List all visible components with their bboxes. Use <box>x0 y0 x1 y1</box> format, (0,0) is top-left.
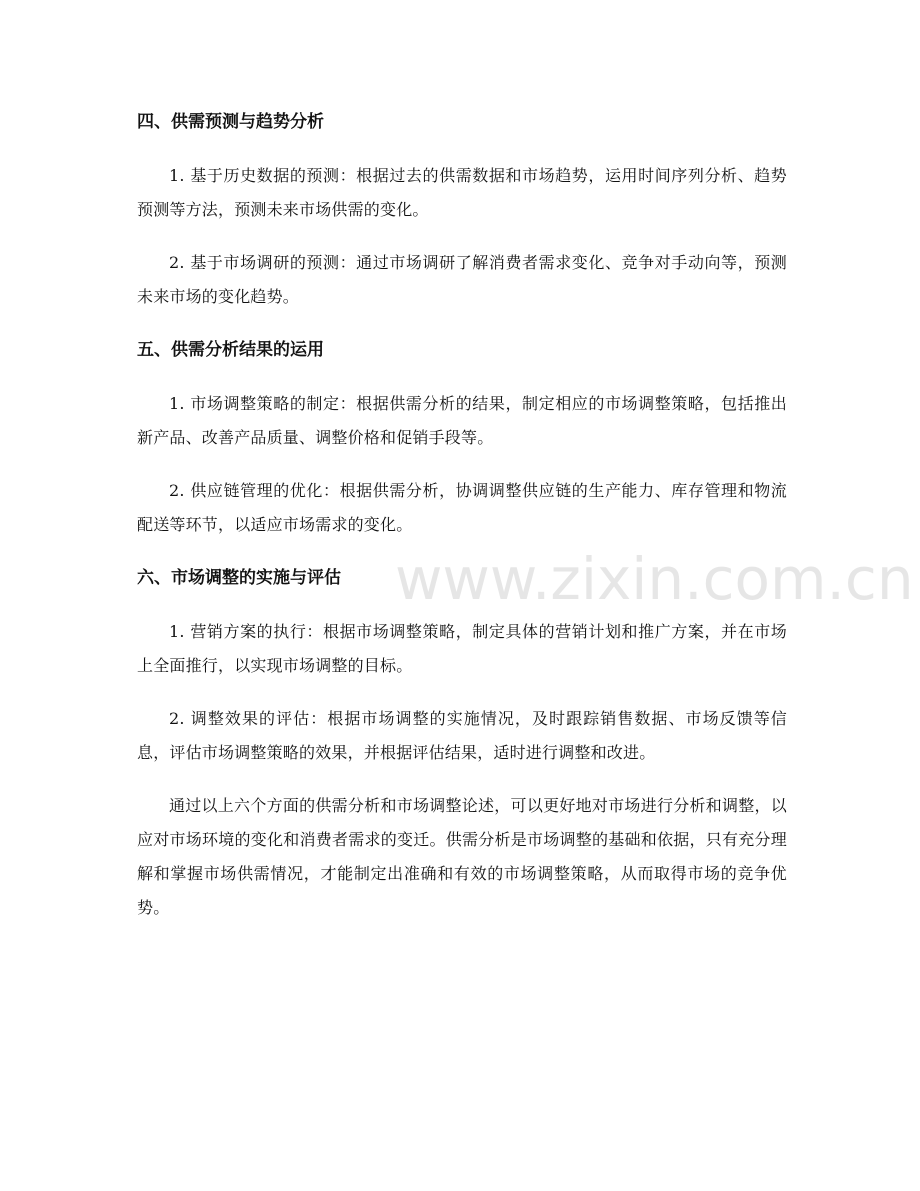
paragraph: 2. 供应链管理的优化：根据供需分析，协调调整供应链的生产能力、库存管理和物流配送等环节，以适应市场需求的变化。 <box>137 481 787 534</box>
section-heading: 五、供需分析结果的运用 <box>137 340 324 360</box>
section-heading: 四、供需预测与趋势分析 <box>137 112 324 132</box>
section-6 <box>137 561 787 770</box>
paragraph: 1. 营销方案的执行：根据市场调整策略，制定具体的营销计划和推广方案，并在市场上全面推行，以实现市场调整的目标。 <box>137 622 787 675</box>
conclusion-paragraph: 通过以上六个方面的供需分析和市场调整论述，可以更好地对市场进行分析和调整，以应对市场环境的变化和消费者需求的变迁。供需分析是市场调整的基础和依据，只有充分理解和掌握市场供需情况，才能制定出准确和有效的市场调整策略，从而取得市场的竞争优势。 <box>137 796 787 917</box>
section-4 <box>137 105 787 314</box>
paragraph: 2. 调整效果的评估：根据市场调整的实施情况，及时跟踪销售数据、市场反馈等信息，评估市场调整策略的效果，并根据评估结果，适时进行调整和改进。 <box>137 709 787 762</box>
paragraph: 2. 基于市场调研的预测：通过市场调研了解消费者需求变化、竞争对手动向等，预测未来市场的变化趋势。 <box>137 253 787 306</box>
watermark: www.zixin.com.cn <box>395 545 914 613</box>
section-heading: 六、市场调整的实施与评估 <box>137 568 341 588</box>
document-body <box>137 105 787 944</box>
section-5 <box>137 333 787 542</box>
paragraph: 1. 市场调整策略的制定：根据供需分析的结果，制定相应的市场调整策略，包括推出新产品、改善产品质量、调整价格和促销手段等。 <box>137 394 787 447</box>
paragraph: 1. 基于历史数据的预测：根据过去的供需数据和市场趋势，运用时间序列分析、趋势预测等方法，预测未来市场供需的变化。 <box>137 166 787 219</box>
